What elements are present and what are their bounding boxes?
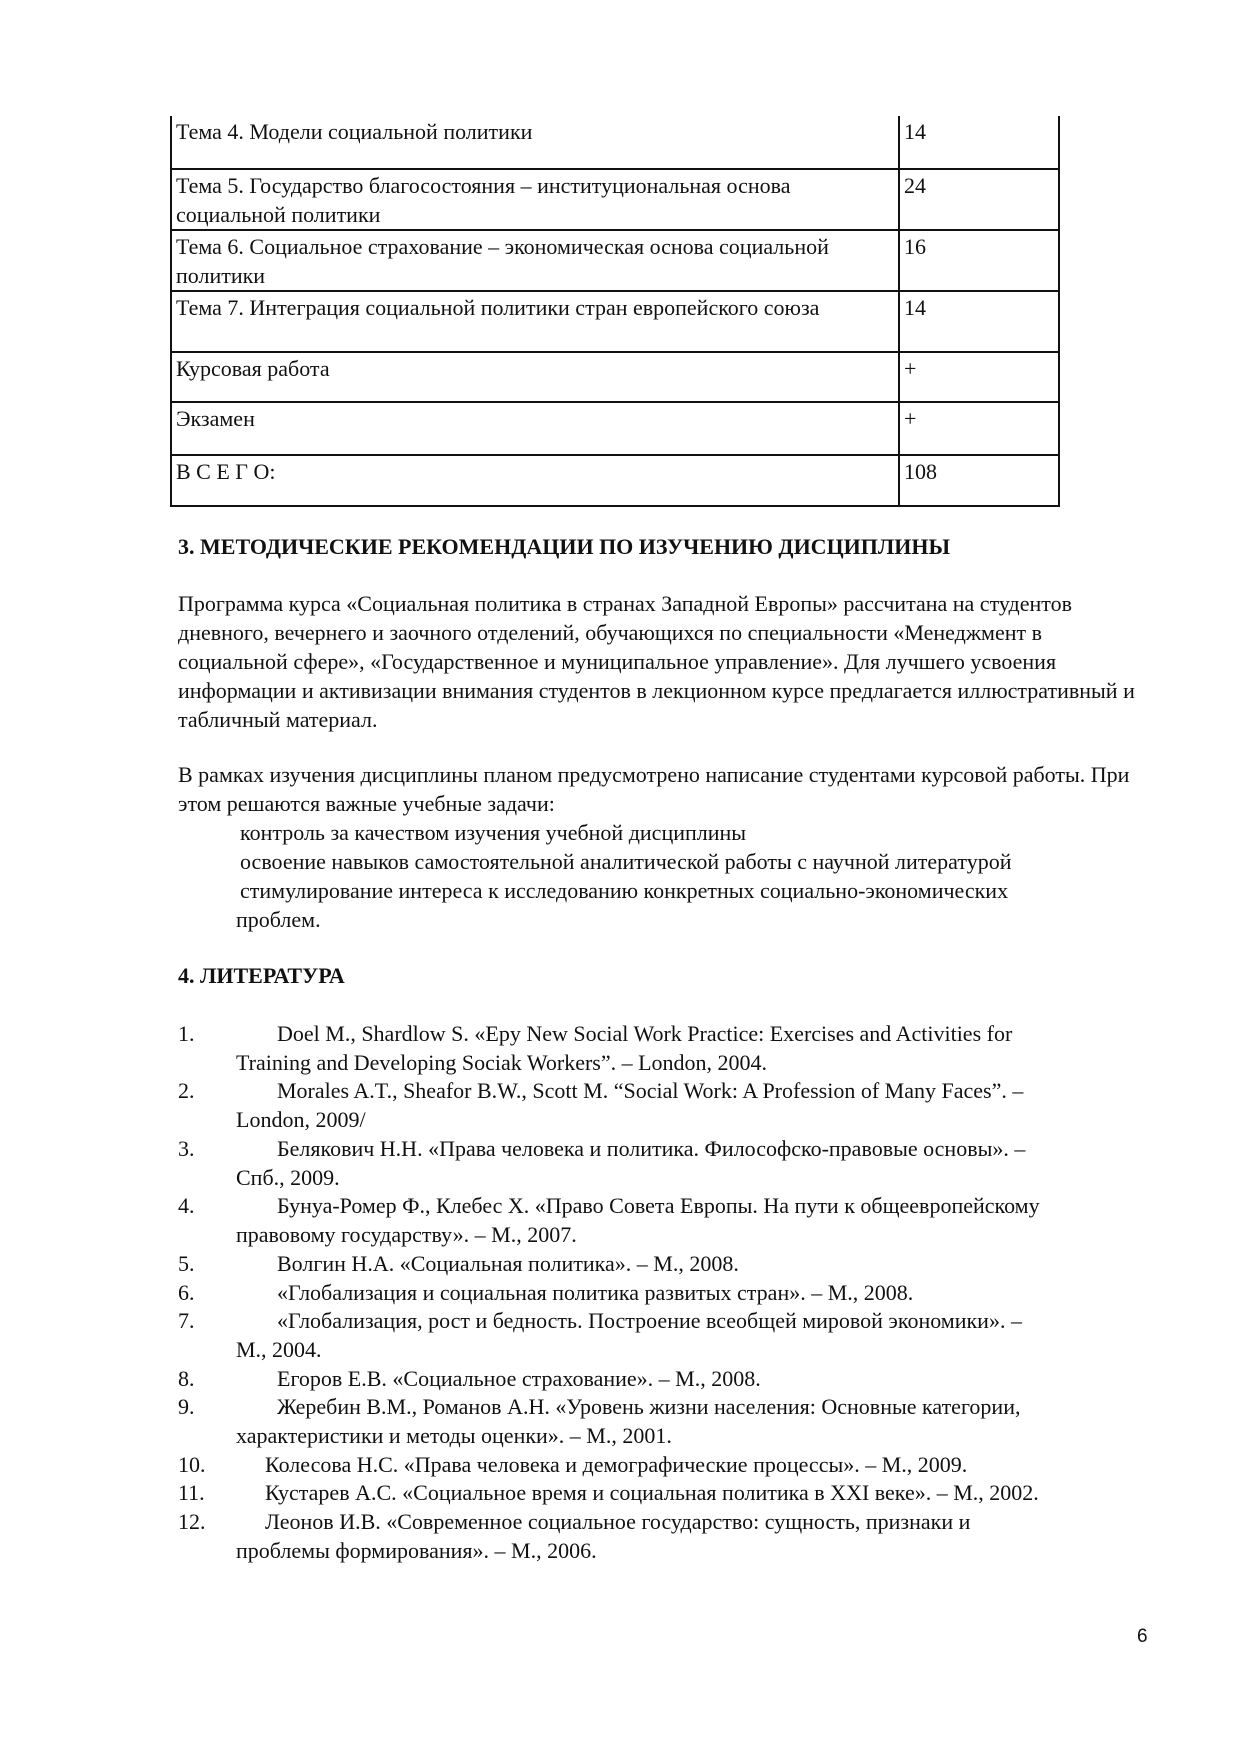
reference-text: Morales A.T., Sheafor B.W., Scott M. “Social Work: A Profession of Many Faces”. – bbox=[277, 1078, 1024, 1103]
hours-cell: 14 bbox=[899, 291, 1059, 352]
table-row bbox=[171, 402, 1059, 455]
hours-cell: 24 bbox=[899, 169, 1059, 230]
table-row bbox=[171, 291, 1059, 352]
table-row bbox=[171, 116, 1059, 169]
reference-number: 11. bbox=[178, 1480, 205, 1505]
reference-text: Колесова Н.С. «Права человека и демографические процессы». – М., 2009. bbox=[265, 1452, 968, 1477]
reference-text: Бунуа-Ромер Ф., Клебес Х. «Право Совета Европы. На пути к общеевропейскому bbox=[277, 1193, 1040, 1218]
reference-text-cont: характеристики и методы оценки». – М., 2001. bbox=[236, 1422, 672, 1448]
reference-number: 1. bbox=[178, 1021, 195, 1046]
section-3-heading: 3. МЕТОДИЧЕСКИЕ РЕКОМЕНДАЦИИ ПО ИЗУЧЕНИЮ ДИСЦИПЛИНЫ bbox=[178, 534, 951, 559]
task-item: проблем. bbox=[236, 907, 321, 932]
page-number: 6 bbox=[1137, 1626, 1148, 1647]
reference-item bbox=[178, 1451, 1168, 1480]
topic-cell: В С Е Г О: bbox=[171, 455, 899, 506]
reference-number: 7. bbox=[178, 1308, 195, 1333]
hours-cell: 108 bbox=[899, 455, 1059, 506]
task-item: освоение навыков самостоятельной аналитической работы с научной литературой bbox=[240, 849, 1012, 874]
reference-text: Леонов И.В. «Современное социальное государство: сущность, признаки и bbox=[265, 1509, 971, 1534]
hours-cell: + bbox=[899, 402, 1059, 455]
task-item: контроль за качеством изучения учебной дисциплины bbox=[240, 820, 747, 845]
reference-number: 8. bbox=[178, 1366, 195, 1391]
reference-item bbox=[178, 1250, 1168, 1279]
topic-cell: Тема 4. Модели социальной политики bbox=[171, 116, 899, 169]
reference-text: «Глобализация и социальная политика развитых стран». – М., 2008. bbox=[277, 1280, 914, 1305]
section-4-heading: 4. ЛИТЕРАТУРА bbox=[178, 963, 345, 988]
reference-text-cont: Training and Developing Sociak Workers”. – London, 2004. bbox=[236, 1049, 768, 1075]
topic-cell: Тема 6. Социальное страхование – экономическая основа социальной политики bbox=[171, 230, 899, 291]
topic-cell: Тема 7. Интеграция социальной политики стран европейского союза bbox=[171, 291, 899, 352]
reference-text-cont: М., 2004. bbox=[236, 1336, 322, 1362]
reference-text-cont: проблемы формирования». – М., 2006. bbox=[236, 1537, 597, 1563]
reference-item bbox=[178, 1479, 1168, 1508]
course-hours-table bbox=[170, 116, 1060, 507]
reference-text: Жеребин В.М., Романов А.Н. «Уровень жизни населения: Основные категории, bbox=[277, 1394, 1021, 1419]
reference-item bbox=[178, 1508, 1168, 1565]
hours-cell: 14 bbox=[899, 116, 1059, 169]
reference-item bbox=[178, 1393, 1168, 1450]
reference-number: 5. bbox=[178, 1251, 195, 1276]
reference-text-cont: Спб., 2009. bbox=[236, 1164, 340, 1190]
table-row bbox=[171, 169, 1059, 230]
reference-text: Кустарев А.С. «Социальное время и социальная политика в XXI веке». – М., 2002. bbox=[265, 1480, 1039, 1505]
table-row bbox=[171, 455, 1059, 506]
section-3-paragraph-2: В рамках изучения дисциплины планом предусмотрено написание студентами курсовой работы. При этом решаются важные учебные задачи: bbox=[178, 762, 1130, 816]
section-3-paragraph-1: Программа курса «Социальная политика в странах Западной Европы» рассчитана на студентов дневного, вечернего и заочного отделений, обучающихся по специальности «Менеджмент в социальной сфере», «Государственное и муниципальное управление». Для лучшего усвоения информации и активизации внимания студентов в лекционном курсе предлагается иллюстративный и табличный материал. bbox=[178, 591, 1135, 732]
hours-cell: + bbox=[899, 352, 1059, 402]
reference-number: 4. bbox=[178, 1193, 195, 1218]
reference-item bbox=[178, 1192, 1168, 1249]
hours-cell: 16 bbox=[899, 230, 1059, 291]
reference-item bbox=[178, 1077, 1168, 1134]
topic-cell: Экзамен bbox=[171, 402, 899, 455]
reference-number: 9. bbox=[178, 1394, 195, 1419]
table-row bbox=[171, 230, 1059, 291]
reference-text: Егоров Е.В. «Социальное страхование». – М., 2008. bbox=[277, 1366, 761, 1391]
reference-text: «Глобализация, рост и бедность. Построение всеобщей мировой экономики». – bbox=[277, 1308, 1022, 1333]
reference-number: 3. bbox=[178, 1136, 195, 1161]
reference-number: 6. bbox=[178, 1280, 195, 1305]
reference-item bbox=[178, 1279, 1168, 1308]
topic-cell: Курсовая работа bbox=[171, 352, 899, 402]
reference-item bbox=[178, 1365, 1168, 1394]
reference-number: 2. bbox=[178, 1078, 195, 1103]
task-item: стимулирование интереса к исследованию конкретных социально-экономических bbox=[240, 878, 1009, 903]
reference-text-cont: London, 2009/ bbox=[236, 1106, 366, 1132]
reference-text-cont: правовому государству». – М., 2007. bbox=[236, 1221, 577, 1247]
reference-item bbox=[178, 1020, 1168, 1077]
topic-cell: Тема 5. Государство благосостояния – институциональная основа социальной политики bbox=[171, 169, 899, 230]
table-row bbox=[171, 352, 1059, 402]
reference-number: 10. bbox=[178, 1452, 206, 1477]
reference-item bbox=[178, 1307, 1168, 1364]
reference-text: Волгин Н.А. «Социальная политика». – М., 2008. bbox=[277, 1251, 739, 1276]
reference-text: Белякович Н.Н. «Права человека и политика. Философско-правовые основы». – bbox=[277, 1136, 1026, 1161]
reference-text: Doel M., Shardlow S. «Epy New Social Work Practice: Exercises and Activities for bbox=[277, 1021, 1013, 1046]
reference-item bbox=[178, 1135, 1168, 1192]
reference-number: 12. bbox=[178, 1509, 206, 1534]
